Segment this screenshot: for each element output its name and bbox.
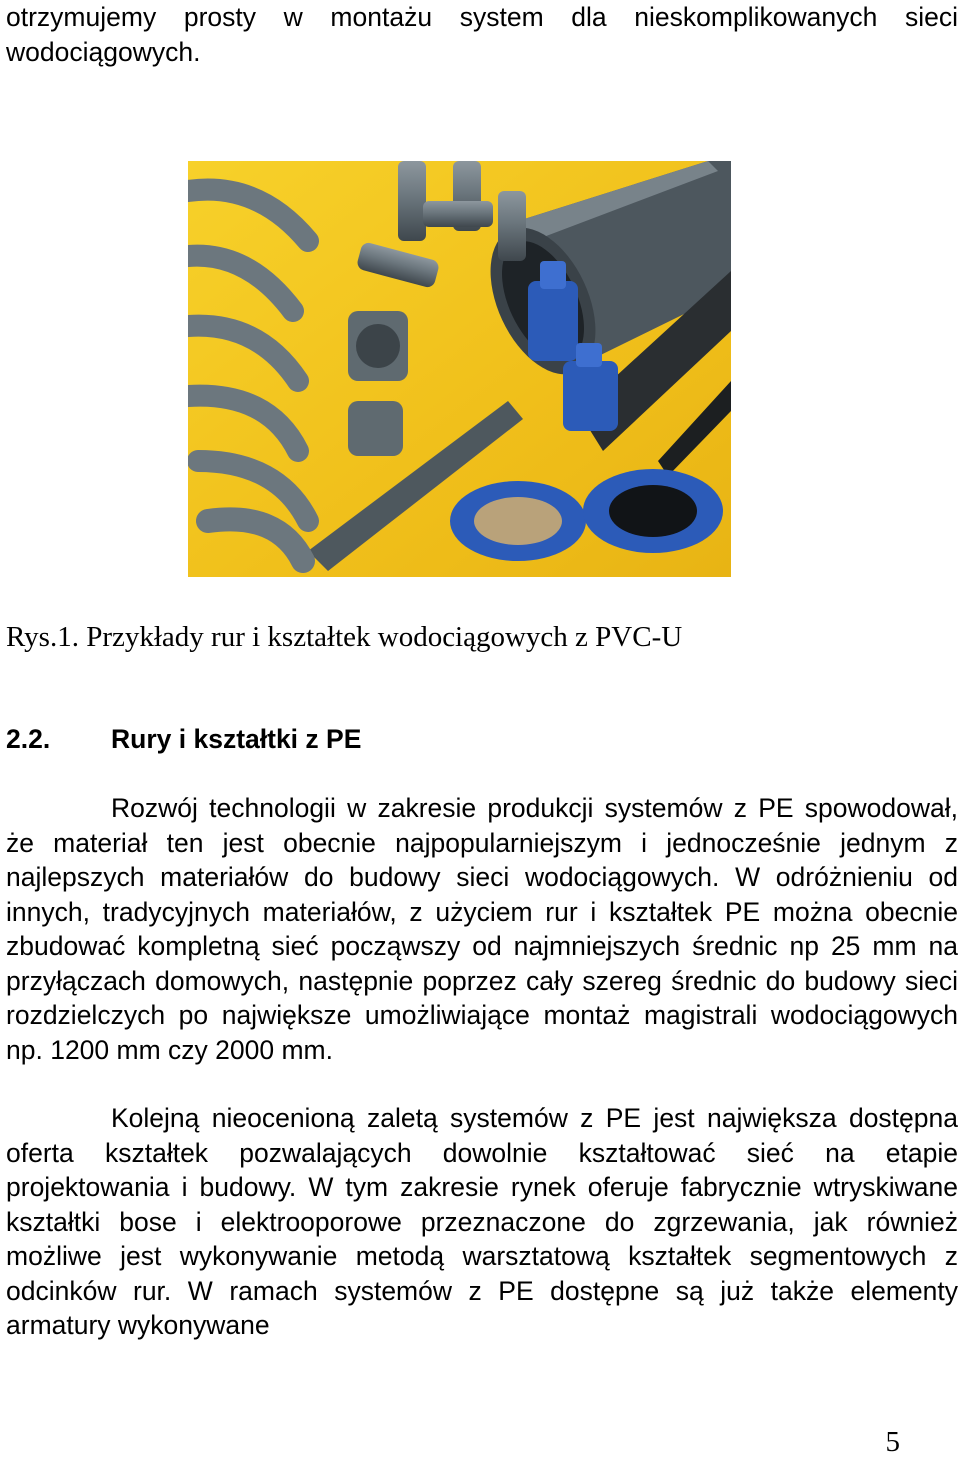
figure-caption: Rys.1. Przykłady rur i kształtek wodociągowych z PVC-U — [6, 621, 683, 653]
pipes-fittings-photo — [188, 161, 731, 577]
body-paragraph-2: Kolejną nieocenioną zaletą systemów z PE jest największa dostępna oferta kształtek pozwalających dowolnie kształtować sieć na etapie projektowania i budowy. W tym zakresie rynek oferuje fabrycznie wtryskiwane kształtki bose i elektrooporowe przeznaczone do zgrzewania, jak również możliwe jest wykonywanie metodą warsztatową kształtek segmentowych z odcinków rur. W ramach systemów z PE dostępne są już także elementy armatury wykonywane — [6, 1103, 958, 1340]
intro-paragraph: otrzymujemy prosty w montażu system dla nieskomplikowanych sieci wodociągowych. — [6, 2, 958, 67]
section-number: 2.2. — [6, 724, 51, 754]
page-number: 5 — [885, 1426, 900, 1458]
section-title: Rury i kształtki z PE — [111, 724, 362, 754]
section-heading — [6, 722, 361, 756]
body-paragraph-1: Rozwój technologii w zakresie produkcji systemów z PE spowodował, że materiał ten jest obecnie najpopularniejszym i jednocześnie jednym z najlepszych materiałów do budowy sieci wodociągowych. W odróżnieniu od innych, tradycyjnych materiałów, z użyciem rur i kształtek PE można obecnie zbudować kompletną sieć począwszy od najmniejszych średnic np 25 mm na przyłączach domowych, następnie poprzez cały szereg średnic do budowy sieci rozdzielczych po największe umożliwiające montaż magistrali wodociągowych np. 1200 mm czy 2000 mm. — [6, 793, 958, 1065]
